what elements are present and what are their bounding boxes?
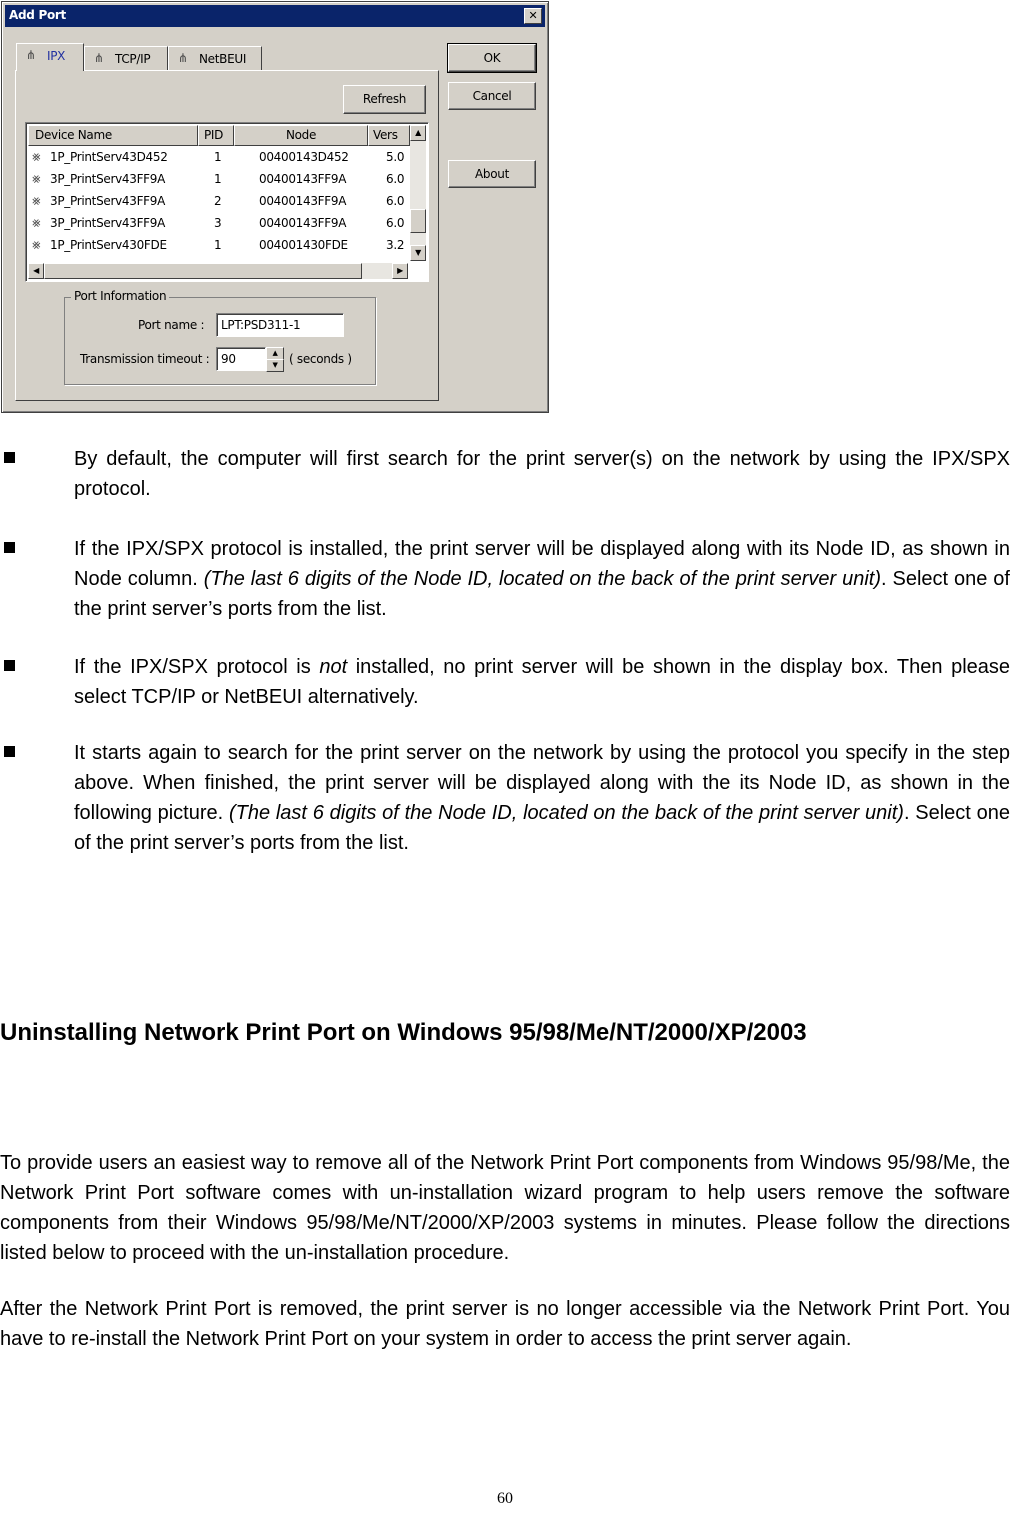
table-row[interactable]: [28, 234, 410, 256]
scroll-down-icon[interactable]: ▼: [410, 245, 426, 261]
bullet-text: [74, 652, 1010, 712]
text-run: If the IPX/SPX protocol is installed, the print server will be displayed along with its Node ID, as shown in Node column.: [74, 538, 1010, 590]
device-name: 1P_PrintServ430FDE: [50, 238, 167, 252]
text-run: It starts again to search for the print server on the network by using the protocol you specify in the step above. When finished, the print server will be displayed along with the its Node ID, as shown in the following picture.: [74, 742, 1010, 824]
tab-tcpip-label: TCP/IP: [115, 52, 151, 66]
column-header-device-name[interactable]: [28, 125, 198, 146]
device-node: 00400143FF9A: [259, 216, 347, 230]
vertical-scrollbar[interactable]: [410, 125, 426, 261]
tab-ipx[interactable]: [16, 43, 84, 71]
device-version: 3.2: [386, 238, 405, 252]
column-header-pid[interactable]: [198, 125, 234, 146]
device-pid: 1: [214, 238, 222, 252]
paragraph: After the Network Print Port is removed, the print server is no longer accessible via the Network Print Port. You have to re-install the Network Print Port on your system in order to access the print server again.: [0, 1298, 1010, 1350]
device-node: 00400143FF9A: [259, 194, 347, 208]
dialog-title: Add Port: [9, 8, 66, 22]
device-node: 004001430FDE: [259, 238, 348, 252]
text-run: . Select one of the print server’s ports from the list.: [74, 568, 1010, 620]
device-version: 6.0: [386, 194, 405, 208]
horizontal-scrollbar[interactable]: [28, 263, 408, 279]
network-icon: ⋔: [94, 51, 104, 65]
italic-text: (The last 6 digits of the Node ID, located on the back of the print server unit): [203, 568, 882, 590]
column-header-node[interactable]: [234, 125, 368, 146]
bullet-square-icon: [4, 452, 15, 463]
bullet-text: [74, 534, 1010, 624]
tab-netbeui[interactable]: [168, 46, 262, 70]
printer-icon: ⨳: [32, 193, 41, 209]
column-label: Vers: [373, 128, 398, 142]
timeout-unit-label: ( seconds ): [289, 352, 352, 366]
port-information-group: [64, 289, 376, 385]
table-row[interactable]: [28, 146, 410, 168]
device-pid: 3: [214, 216, 222, 230]
device-name: 3P_PrintServ43FF9A: [50, 172, 166, 186]
timeout-input[interactable]: 90: [216, 347, 266, 371]
spin-down-icon[interactable]: ▼: [266, 359, 284, 372]
bullet-text: [74, 738, 1010, 858]
bullet-square-icon: [4, 746, 15, 757]
dialog-titlebar[interactable]: [5, 5, 545, 27]
group-legend: Port Information: [71, 289, 169, 303]
spin-up-icon[interactable]: ▲: [266, 347, 284, 360]
port-name-label: Port name :: [138, 318, 205, 332]
device-node: 00400143FF9A: [259, 172, 347, 186]
bullet-text: By default, the computer will first search for the print server(s) on the network by using the IPX/SPX protocol.: [74, 448, 1010, 500]
column-label: Node: [285, 128, 317, 142]
section-heading: Uninstalling Network Print Port on Windows 95/98/Me/NT/2000/XP/2003: [0, 1019, 807, 1046]
close-icon[interactable]: ✕: [524, 8, 542, 24]
about-button[interactable]: About: [448, 160, 536, 188]
scroll-right-icon[interactable]: ▶: [392, 263, 408, 279]
device-name: 3P_PrintServ43FF9A: [50, 216, 166, 230]
italic-text: not: [319, 656, 348, 678]
column-label: Device Name: [35, 128, 112, 142]
network-icon: ⋔: [178, 51, 188, 65]
timeout-label: Transmission timeout :: [80, 352, 210, 366]
device-pid: 2: [214, 194, 222, 208]
text-run: installed, no print server will be shown in the display box. Then please select TCP/IP or NetBEUI alternatively.: [74, 656, 1010, 708]
add-port-dialog: [1, 1, 549, 413]
printer-icon: ⨳: [32, 171, 41, 187]
device-version: 6.0: [386, 216, 405, 230]
refresh-button[interactable]: Refresh: [343, 85, 426, 114]
device-name: 3P_PrintServ43FF9A: [50, 194, 166, 208]
scroll-thumb[interactable]: [410, 209, 426, 233]
cancel-button[interactable]: Cancel: [448, 82, 536, 110]
ok-button[interactable]: OK: [448, 44, 536, 72]
device-name: 1P_PrintServ43D452: [50, 150, 168, 164]
tab-tcpip[interactable]: [84, 46, 168, 70]
printer-icon: ⨳: [32, 149, 41, 165]
paragraph: To provide users an easiest way to remove all of the Network Print Port components from Windows 95/98/Me, the Network Print Port software comes with un-installation wizard program to help users remove the software components from their Windows 95/98/Me/NT/2000/XP/2003 systems in minutes. Please follow the directions listed below to proceed with the un-installation procedure.: [0, 1152, 1010, 1264]
port-name-input[interactable]: LPT:PSD311-1: [216, 313, 344, 337]
table-row[interactable]: [28, 190, 410, 212]
device-node: 00400143D452: [259, 150, 349, 164]
table-row[interactable]: [28, 212, 410, 234]
printer-icon: ⨳: [32, 215, 41, 231]
device-version: 5.0: [386, 150, 405, 164]
device-list[interactable]: [25, 122, 429, 282]
device-version: 6.0: [386, 172, 405, 186]
bullet-square-icon: [4, 542, 15, 553]
column-label: PID: [204, 128, 224, 142]
scroll-left-icon[interactable]: ◀: [28, 263, 44, 279]
tab-netbeui-label: NetBEUI: [199, 52, 247, 66]
printer-icon: ⨳: [32, 237, 41, 253]
column-header-version[interactable]: [368, 125, 410, 146]
bullet-square-icon: [4, 660, 15, 671]
page-number: 60: [497, 1490, 513, 1507]
text-run: . Select one of the print server’s ports from the list.: [74, 802, 1010, 854]
table-row[interactable]: [28, 168, 410, 190]
text-run: If the IPX/SPX protocol is: [74, 656, 320, 678]
italic-text: (The last 6 digits of the Node ID, located on the back of the print server unit): [228, 802, 904, 824]
device-pid: 1: [214, 150, 222, 164]
network-icon: ⋔: [26, 48, 36, 62]
device-pid: 1: [214, 172, 222, 186]
scroll-thumb[interactable]: [44, 263, 362, 279]
tab-ipx-label: IPX: [47, 49, 66, 63]
scroll-up-icon[interactable]: ▲: [410, 125, 426, 141]
